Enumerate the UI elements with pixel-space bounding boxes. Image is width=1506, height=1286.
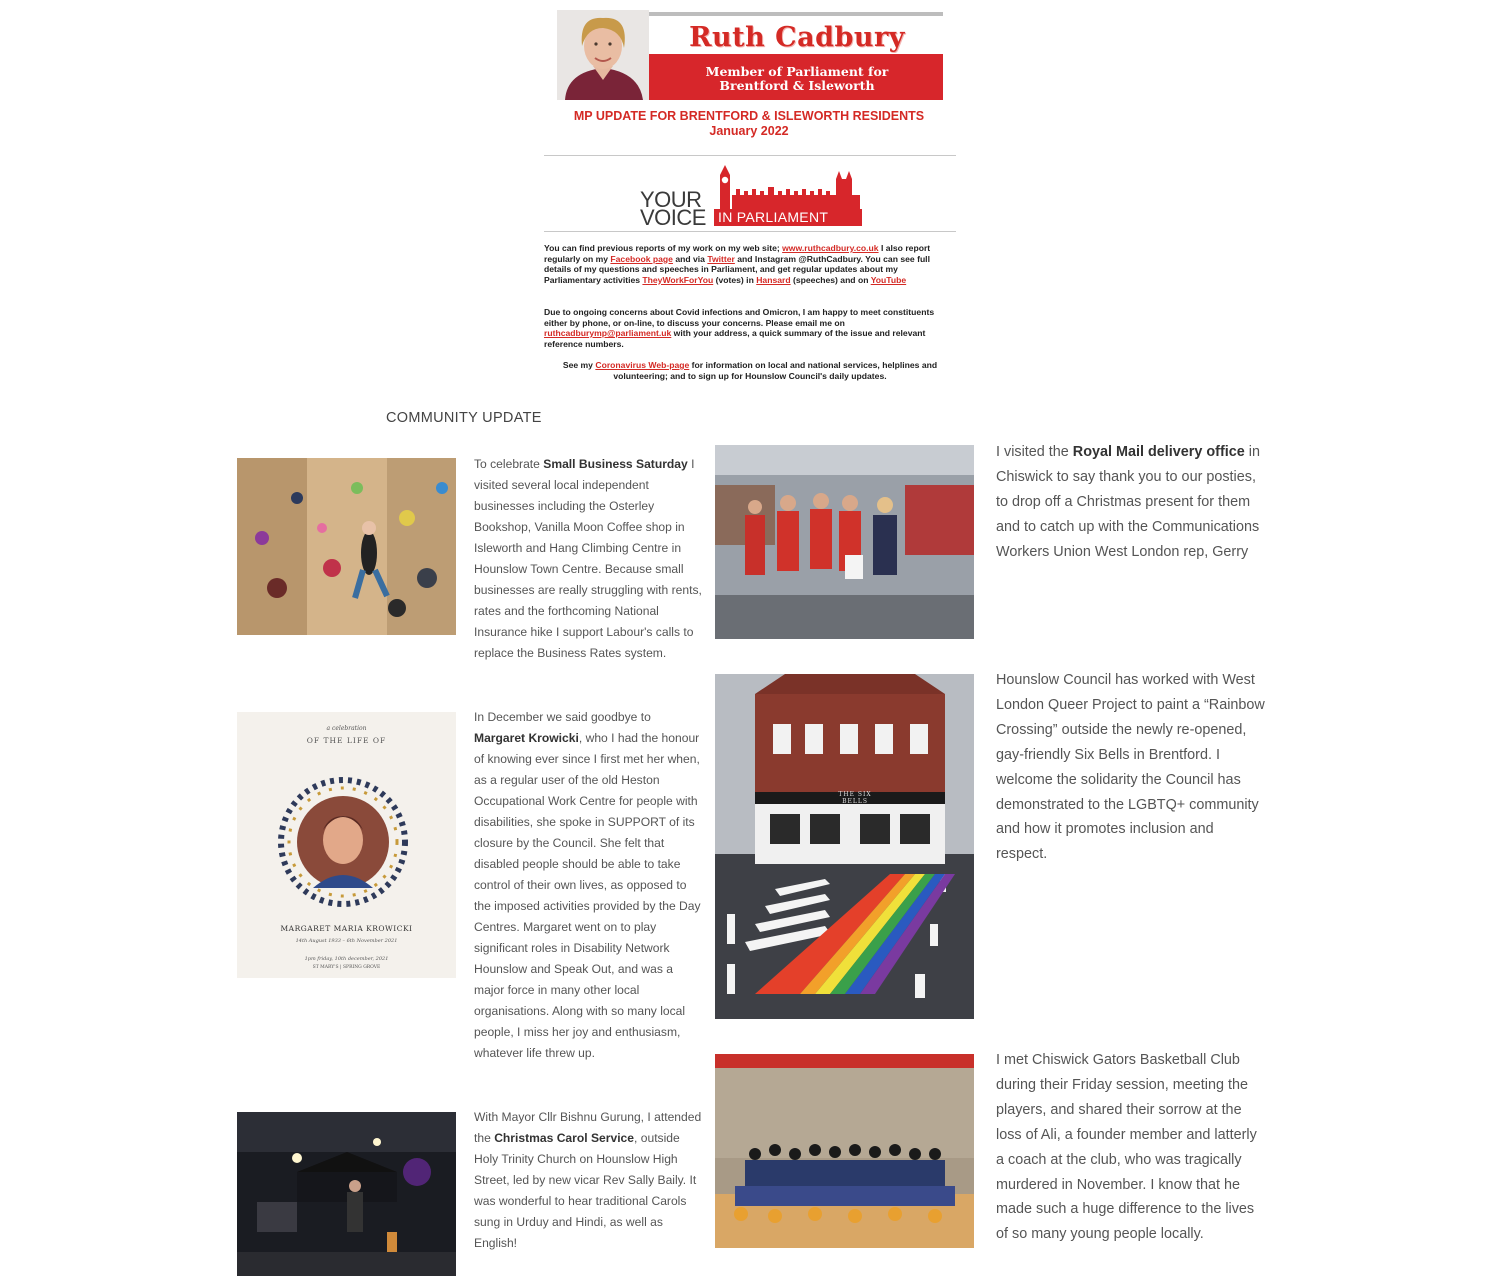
climbing-wall-photo xyxy=(237,458,456,635)
memorial-card-photo xyxy=(237,712,456,978)
facebook-link[interactable]: Facebook page xyxy=(610,253,673,264)
mp-name: Ruth Cadbury xyxy=(689,22,905,53)
christmas-carol-text xyxy=(474,1107,702,1254)
chiswick-gators-text xyxy=(996,1048,1266,1247)
intro-paragraph-coronavirus xyxy=(544,360,956,381)
website-link[interactable]: www.ruthcadbury.co.uk xyxy=(782,243,879,253)
hansard-link[interactable]: Hansard xyxy=(756,274,791,285)
intro-text: (speeches) and on xyxy=(790,274,871,285)
pub-sign-text: THE SIX BELLS xyxy=(838,791,872,805)
divider xyxy=(544,231,956,232)
logo-in-parliament: IN PARLIAMENT xyxy=(718,209,829,225)
coronavirus-page-link[interactable]: Coronavirus Web-page xyxy=(595,360,690,370)
body-text: I visited several local independent businesses including the Osterley Bookshop, Vanilla Moon Coffee shop in Isleworth and Hang Climbing Centre in Hounslow Town Centre. Because small businesses are really struggling with rents, rates and the forthcoming National Insurance hike I support Labour's calls to replace the Business Rates system. xyxy=(474,457,702,660)
mp-subtitle-line2: Brentford & Isleworth xyxy=(719,78,875,93)
parliament-skyline-icon xyxy=(714,165,862,211)
intro-text: with your address, a quick summary of the issue and relevant reference numbers. xyxy=(544,328,926,349)
email-link[interactable]: ruthcadburymp@parliament.uk xyxy=(544,328,672,338)
carol-service-photo xyxy=(237,1112,456,1276)
header-banner xyxy=(557,10,943,92)
six-bells-graphic xyxy=(715,674,974,1019)
body-text: In December we said goodbye to xyxy=(474,710,651,724)
body-text: I visited the xyxy=(996,444,1073,460)
card-line1: a celebration xyxy=(326,725,367,732)
logo-your: YOUR xyxy=(640,187,702,212)
royal-mail-text xyxy=(996,440,1266,565)
your-voice-logo xyxy=(638,165,864,230)
body-text: , who I had the honour of knowing ever since I first met her when, as a regular user of the old Heston Occupational Work Centre for people with disabilities, she spoke in SUPPORT of its closure by the Council. She felt that disabled people should be able to take control of their own lives, as opposed to the imposed activities provided by the Day Centres. Margaret went on to play significant roles in Disability Network Hounslow and Speak Out, and was a major force in many other local organisations. Along with so many local people, I miss her joy and enthusiasm, whatever life threw up. xyxy=(474,731,701,1060)
update-date: January 2022 xyxy=(709,124,789,138)
card-line2: OF THE LIFE OF xyxy=(306,736,387,745)
update-title xyxy=(544,109,954,139)
body-text: I met Chiswick Gators Basketball Club during their Friday session, meeting the players, and shared their sorrow at the loss of Ali, a founder member and latterly a coach at the club, who was tragically murdered in November. I know that he made such a huge difference to the lives of so many young people locally. xyxy=(996,1052,1257,1243)
body-text: To celebrate xyxy=(474,457,544,471)
body-bold-text: Margaret Krowicki xyxy=(474,731,579,745)
intro-text: See my xyxy=(562,360,596,370)
card-service1: 1pm friday, 10th december, 2021 xyxy=(304,956,389,962)
intro-text: I also report regularly on my xyxy=(544,243,931,264)
card-name: MARGARET MARIA KROWICKI xyxy=(280,924,413,933)
six-bells-rainbow-crossing-photo xyxy=(715,674,974,1019)
body-text: Hounslow Council has worked with West London Queer Project to paint a “Rainbow Crossing” outside the newly re-opened, gay-friendly Six Bells in Brentford. I welcome the solidarity the Council has demonstrated to the LGBTQ+ community and how it promotes inclusion and respect. xyxy=(996,672,1265,863)
intro-text: for information on local and national services, helplines and volunteering; and to sign up for Hounslow Council's daily updates. xyxy=(613,360,938,381)
body-text: With Mayor Cllr Bishnu Gurung, I attended the xyxy=(474,1110,702,1145)
body-text: , outside Holy Trinity Church on Hounslow High Street, led by new vicar Rev Sally Baily. It was wonderful to hear traditional Carols sung in Urduy and Hindi, as well as English! xyxy=(474,1131,697,1250)
rainbow-crossing-text xyxy=(996,668,1266,867)
youtube-link[interactable]: YouTube xyxy=(870,274,907,285)
update-title-line: MP UPDATE FOR BRENTFORD & ISLEWORTH RESIDENTS xyxy=(573,109,925,123)
card-dates: 14th August 1933 – 6th November 2021 xyxy=(295,938,398,944)
body-bold-text: Christmas Carol Service xyxy=(494,1131,635,1145)
intro-text: You can find previous reports of my work on my web site; xyxy=(544,243,783,253)
card-service2: ST MARY'S | SPRING GROVE xyxy=(312,965,381,970)
royal-mail-photo xyxy=(715,445,974,639)
body-bold-text: Small Business Saturday xyxy=(543,457,688,471)
body-text: in Chiswick to say thank you to our posties, to drop off a Christmas present for them and to catch up with the Communications Workers Union West London rep, Gerry xyxy=(996,444,1260,560)
body-bold-text: Royal Mail delivery office xyxy=(1072,444,1245,460)
mp-portrait-image xyxy=(557,10,649,100)
intro-paragraph-reports xyxy=(544,243,956,285)
community-update-heading: COMMUNITY UPDATE xyxy=(386,410,542,426)
divider xyxy=(544,155,956,156)
twitter-link[interactable]: Twitter xyxy=(707,253,735,264)
theyworkforyou-link[interactable]: TheyWorkForYou xyxy=(642,274,714,285)
small-business-saturday-text xyxy=(474,454,702,664)
margaret-krowicki-text xyxy=(474,707,702,1064)
intro-text: Due to ongoing concerns about Covid infections and Omicron, I am happy to meet constituents either by phone, or on-line, to discuss your concerns. Please email me on xyxy=(544,307,935,328)
logo-voice: VOICE xyxy=(640,205,706,230)
intro-text: and via xyxy=(672,253,708,264)
basketball-club-photo xyxy=(715,1054,974,1248)
intro-text: (votes) in xyxy=(713,274,757,285)
mp-subtitle-line1: Member of Parliament for xyxy=(705,64,889,79)
intro-paragraph-covid xyxy=(544,307,956,349)
intro-text: and Instagram @RuthCadbury. You can see full details of my questions and speeches in Parliament, and get regular updates about my Parliamentary activities xyxy=(544,253,930,285)
